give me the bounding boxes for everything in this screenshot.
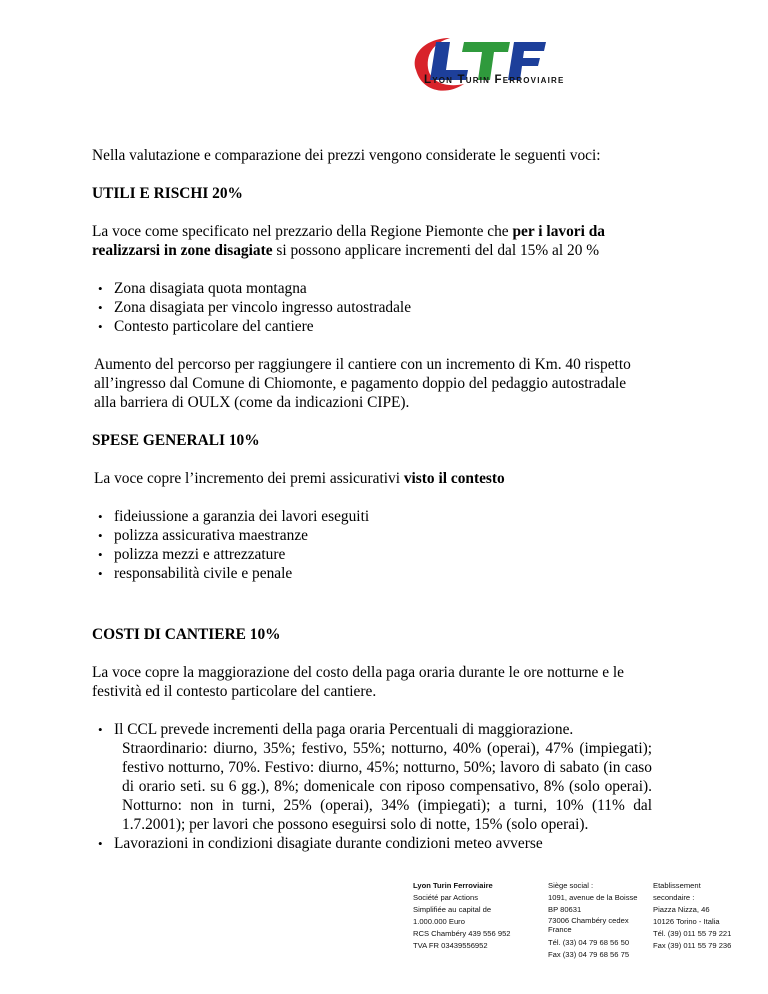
footer-line: Siège social : <box>548 881 594 890</box>
section-spese-paragraph <box>94 469 652 488</box>
footer-line: 73006 Chambéry cedex <box>548 916 629 925</box>
list-item: • Zona disagiata quota montagna <box>92 279 652 298</box>
document-body <box>92 146 652 853</box>
footer-line: BP 80631 <box>548 905 582 914</box>
section-costi-heading: COSTI DI CANTIERE 10% <box>92 626 281 643</box>
section-costi-list <box>92 720 652 853</box>
footer-headquarters-column <box>548 880 638 961</box>
section-utili-list <box>92 279 652 336</box>
footer-line: Tél. (33) 04 79 68 56 50 <box>548 938 630 947</box>
footer-line: secondaire : <box>653 893 695 902</box>
text-span: La voce copre l’incremento dei premi assicurativi <box>94 470 404 487</box>
section-spese-heading: SPESE GENERALI 10% <box>92 432 260 449</box>
section-utili-note: Aumento del percorso per raggiungere il cantiere con un incremento di Km. 40 rispetto all’ingresso dal Comune di Chiomonte, e pagamento doppio del pedaggio autostradale alla barriera di OULX (come da indicazioni CIPE). <box>94 356 631 411</box>
list-item: • polizza assicurativa maestranze <box>92 526 652 545</box>
text-span: si possono applicare incrementi del dal 15% al 20 % <box>272 242 600 259</box>
footer-company-column <box>413 880 511 952</box>
footer-line: 10126 Torino - Italia <box>653 917 720 926</box>
list-item: • Contesto particolare del cantiere <box>92 317 652 336</box>
footer-line: Lyon Turin Ferroviaire <box>413 881 493 890</box>
bold-text: visto il contesto <box>403 470 505 487</box>
footer-line: Etablissement <box>653 881 701 890</box>
footer-line: 1.000.000 Euro <box>413 917 465 926</box>
list-item: • Zona disagiata per vincolo ingresso autostradale <box>92 298 652 317</box>
logo-company-name: Lyon Turin Ferroviaire <box>424 74 565 86</box>
text-span: La voce come specificato nel prezzario della Regione Piemonte che <box>92 223 513 240</box>
footer-line: France <box>548 925 572 934</box>
section-costi-paragraph: La voce copre la maggiorazione del costo della paga oraria durante le ore notturne e le festività ed il contesto particolare del cantiere. <box>92 664 625 700</box>
footer-line: Tél. (39) 011 55 79 221 <box>653 929 732 938</box>
section-utili-paragraph <box>92 222 652 260</box>
section-spese-list <box>92 507 652 583</box>
footer-secondary-column <box>653 880 731 952</box>
ltf-logo <box>406 30 626 102</box>
list-item: • Lavorazioni in condizioni disagiate durante condizioni meteo avverse <box>92 834 652 853</box>
footer-line: Fax (39) 011 55 79 236 <box>653 941 732 950</box>
footer-line: Société par Actions <box>413 893 479 902</box>
bullet-continuation: Straordinario: diurno, 35%; festivo, 55%; notturno, 40% (operai), 47% (impiegati); festivo notturno, 70%. Festivo: diurno, 45%; notturno, 50%; lavoro di sabato (in caso di orario seti. su 6 gg.), 8%; domenicale con riposo compensativo, 8% (solo operai). Notturno: non in turni, 25% (operai), 34% (impiegati); a turni, 10% (11% dal 1.7.2001); per lavori che possono eseguirsi solo di notte, 15% (solo operai). <box>122 740 652 833</box>
list-item: • fideiussione a garanzia dei lavori eseguiti <box>92 507 652 526</box>
footer-line: Simplifiée au capital de <box>413 905 492 914</box>
footer-line: RCS Chambéry 439 556 952 <box>413 929 511 938</box>
footer-line: TVA FR 03439556952 <box>413 941 488 950</box>
list-item: • polizza mezzi e attrezzature <box>92 545 652 564</box>
bullet-first-line: • Il CCL prevede incrementi della paga oraria Percentuali di maggiorazione. <box>114 721 574 738</box>
footer-line: Piazza Nizza, 46 <box>653 905 710 914</box>
list-item <box>92 720 652 834</box>
footer-line: Fax (33) 04 79 68 56 75 <box>548 950 630 959</box>
list-item: • responsabilità civile e penale <box>92 564 652 583</box>
section-utili-heading: UTILI E RISCHI 20% <box>92 185 243 202</box>
footer-line: 1091, avenue de la Boisse <box>548 893 638 902</box>
intro-paragraph: Nella valutazione e comparazione dei prezzi vengono considerate le seguenti voci: <box>92 147 601 164</box>
bold-text: per i lavori da realizzarsi in zone disagiate <box>92 223 605 259</box>
